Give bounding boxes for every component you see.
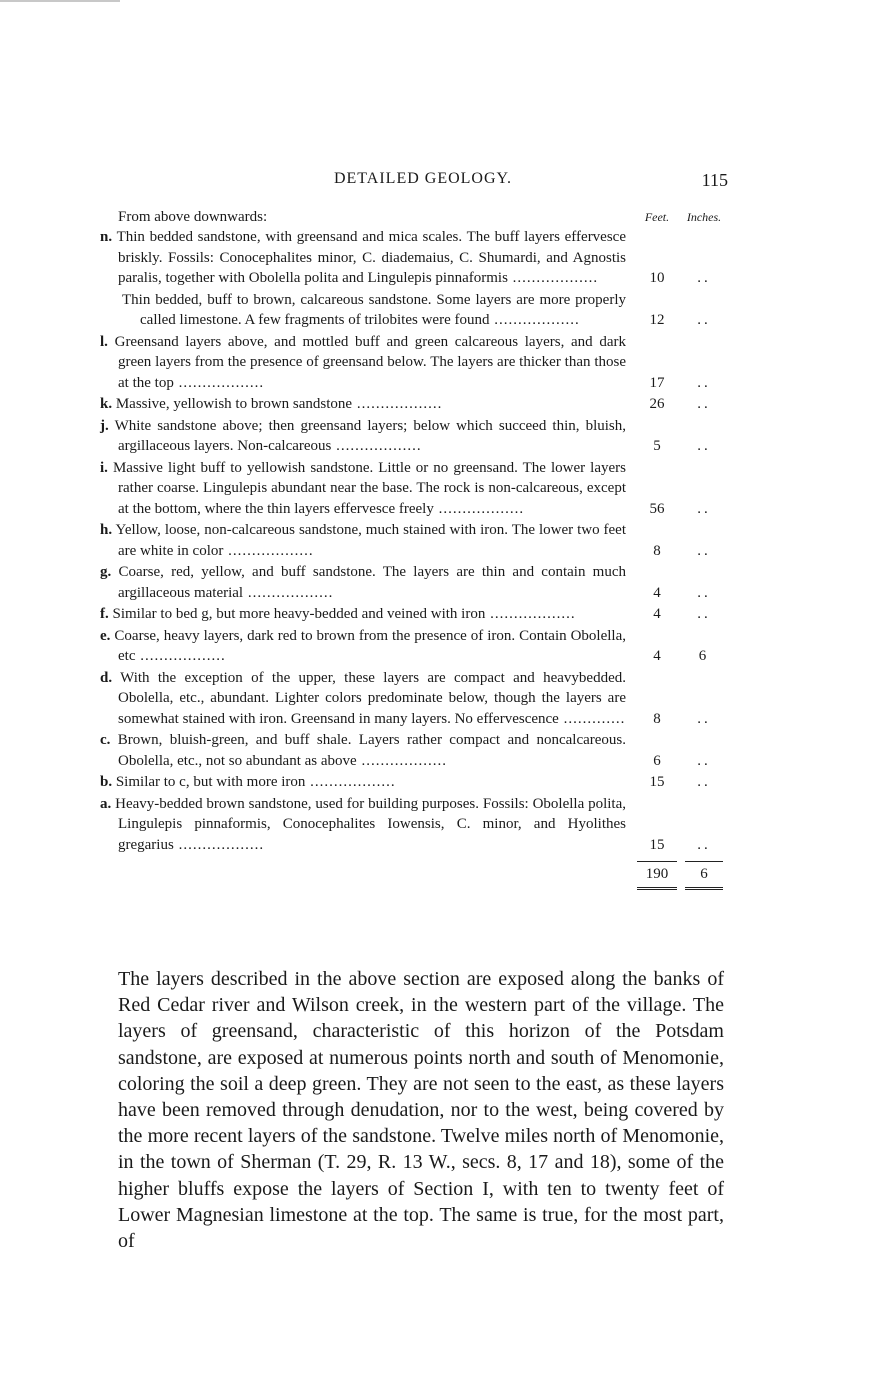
bed-inches: .. <box>697 836 711 853</box>
section-intro: From above downwards: <box>118 209 268 225</box>
section-entry <box>100 730 728 771</box>
section-entry <box>100 520 728 561</box>
body-paragraph: The layers described in the above section are exposed along the banks of Red Cedar river and Wilson creek, in the western part of the village. The layers of greensand, characteristic of this horizon of the Potsdam sandstone, are exposed at numerous points north and south of Menomonie, coloring the soil a deep green. They are not seen to the east, as these layers have been removed through denudation, nor to the west, being covered by the more recent layers of the sandstone. Twelve miles north of Menomonie, in the town of Sherman (T. 29, R. 13 W., secs. 8, 17 and 18), some of the higher bluffs expose the layers of Section I, with ten to twenty feet of Lower Magnesian limestone at the top. The same is true, for the most part, of <box>118 968 724 1253</box>
bed-description: Similar to c, but with more iron <box>115 774 306 790</box>
bed-letter: e. <box>100 627 111 644</box>
bed-inches: .. <box>697 396 711 412</box>
bed-inches: .. <box>697 710 711 727</box>
bed-feet: 4 <box>653 606 661 622</box>
section-entry <box>100 332 728 394</box>
section-entry <box>100 604 728 625</box>
section-header-row <box>100 207 728 227</box>
bed-feet: 5 <box>653 438 661 454</box>
bed-description: Massive light buff to yellowish sandstone. Little or no greensand. The lower layers rather coarse. Lingulepis abundant near the base. The rock is non-calcareous, except at the bottom, where the thin layers effervesce freely <box>112 459 626 517</box>
leader-dots: .................. <box>173 836 265 853</box>
leader-dots: .................. <box>485 606 576 622</box>
bed-letter: i. <box>100 459 108 476</box>
total-row <box>100 861 728 890</box>
section-entry <box>100 416 728 457</box>
bed-description: Massive, yellowish to brown sandstone <box>115 396 353 412</box>
leader-dots: .................. <box>223 542 314 559</box>
leader-dots: .................. <box>243 584 334 601</box>
leader-dots: .................. <box>173 374 265 391</box>
bed-description: Yellow, loose, non-calcareous sandstone, much stained with iron. The lower two feet are white in color <box>115 522 626 559</box>
leader-dots: .................. <box>305 774 396 790</box>
bed-inches: .. <box>697 606 711 622</box>
bed-inches: .. <box>697 270 711 286</box>
bed-inches: .. <box>697 584 711 601</box>
bed-description: Heavy-bedded brown sandstone, used for building purposes. Fossils: Obolella polita, Lingulepis pinnaformis, Conocephalites Iowensis, C. minor, and Hyolithes gregarius <box>115 795 626 853</box>
bed-inches: .. <box>697 374 711 391</box>
geologic-section-table <box>100 207 728 890</box>
section-entry <box>100 394 728 415</box>
leader-dots: .................. <box>356 752 447 769</box>
bed-inches: .. <box>697 312 711 328</box>
total-inches: 6 <box>685 861 723 890</box>
section-entry <box>100 227 728 289</box>
bed-inches: .. <box>697 438 711 454</box>
bed-description: Coarse, heavy layers, dark red to brown from the presence of iron. Contain Obolella, etc <box>114 627 626 664</box>
leader-dots: ............. <box>558 710 626 727</box>
bed-letter: f. <box>100 606 109 622</box>
leader-dots: .................. <box>433 500 525 517</box>
section-entry <box>100 668 728 730</box>
page-header <box>118 170 728 194</box>
bed-description: Coarse, red, yellow, and buff sandstone. The layers are thin and contain much argillaceous material <box>118 564 627 601</box>
section-entry <box>100 626 728 667</box>
bed-feet: 26 <box>649 396 665 412</box>
bed-description: Greensand layers above, and mottled buff and green calcareous layers, and dark green layers from the presence of greensand below. The layers are thicker than those at the top <box>114 333 626 391</box>
bed-description: White sandstone above; then greensand layers; below which succeed thin, bluish, argillaceous layers. Non-calcareous <box>114 417 626 454</box>
bed-letter: g. <box>100 564 112 580</box>
bed-description: Thin bedded, buff to brown, calcareous sandstone. Some layers are more properly called limestone. A few fragments of trilobites were found <box>122 291 626 328</box>
bed-inches: .. <box>697 542 711 559</box>
section-entries <box>100 227 728 855</box>
bed-letter: h. <box>100 522 113 538</box>
scan-edge-mark <box>0 0 120 2</box>
bed-feet: 6 <box>653 752 661 769</box>
bed-feet: 8 <box>653 542 661 559</box>
bed-feet: 10 <box>649 270 665 286</box>
leader-dots: .................. <box>352 396 443 412</box>
bed-inches: .. <box>697 774 711 790</box>
section-entry <box>100 458 728 520</box>
leader-dots: .................. <box>489 312 580 328</box>
bed-feet: 12 <box>649 312 665 328</box>
section-entry <box>100 290 728 331</box>
bed-feet: 8 <box>653 710 661 727</box>
bed-letter: j. <box>100 417 109 434</box>
bed-letter: a. <box>100 795 112 812</box>
bed-description: Similar to bed g, but more heavy-bedded and veined with iron <box>112 606 486 622</box>
feet-column-header: Feet. <box>644 210 670 224</box>
bed-feet: 15 <box>649 774 665 790</box>
running-title: DETAILED GEOLOGY. <box>333 170 513 187</box>
bed-letter: n. <box>100 229 113 245</box>
bed-letter: l. <box>100 333 108 350</box>
bed-description: With the exception of the upper, these layers are compact and heavybedded. Obolella, etc., abundant. Lighter colors predominate below, though the layers are somewhat stained with iron. Greensand in many layers. No effervescence <box>118 669 626 727</box>
inches-column-header: Inches. <box>686 210 722 224</box>
bed-description: Brown, bluish-green, and buff shale. Layers rather compact and noncalcareous. Obolella, etc., not so abundant as above <box>117 732 627 769</box>
bed-inches: .. <box>697 752 711 769</box>
bed-description: Thin bedded sandstone, with greensand and mica scales. The buff layers effervesce briskly. Fossils: Conocephalites minor, C. diademaius, C. Shumardi, and Agnostis paralis, together with Obolella polita and Lingulepis pinnaformis <box>116 229 626 286</box>
bed-letter: c. <box>100 732 111 748</box>
bed-feet: 17 <box>649 374 665 391</box>
bed-inches: 6 <box>698 648 710 664</box>
leader-dots: .................. <box>507 270 599 286</box>
bed-inches: .. <box>697 500 711 517</box>
leader-dots: .................. <box>135 648 226 664</box>
page-number: 115 <box>701 170 728 190</box>
leader-dots: .................. <box>331 438 422 454</box>
bed-letter: d. <box>100 669 113 686</box>
section-entry <box>100 794 728 856</box>
total-feet: 190 <box>637 861 677 890</box>
bed-feet: 4 <box>653 648 661 664</box>
bed-letter: b. <box>100 774 113 790</box>
bed-feet: 56 <box>649 500 665 517</box>
section-entry <box>100 772 728 793</box>
bed-feet: 15 <box>649 836 665 853</box>
bed-letter: k. <box>100 396 113 412</box>
section-entry <box>100 562 728 603</box>
bed-feet: 4 <box>653 584 661 601</box>
